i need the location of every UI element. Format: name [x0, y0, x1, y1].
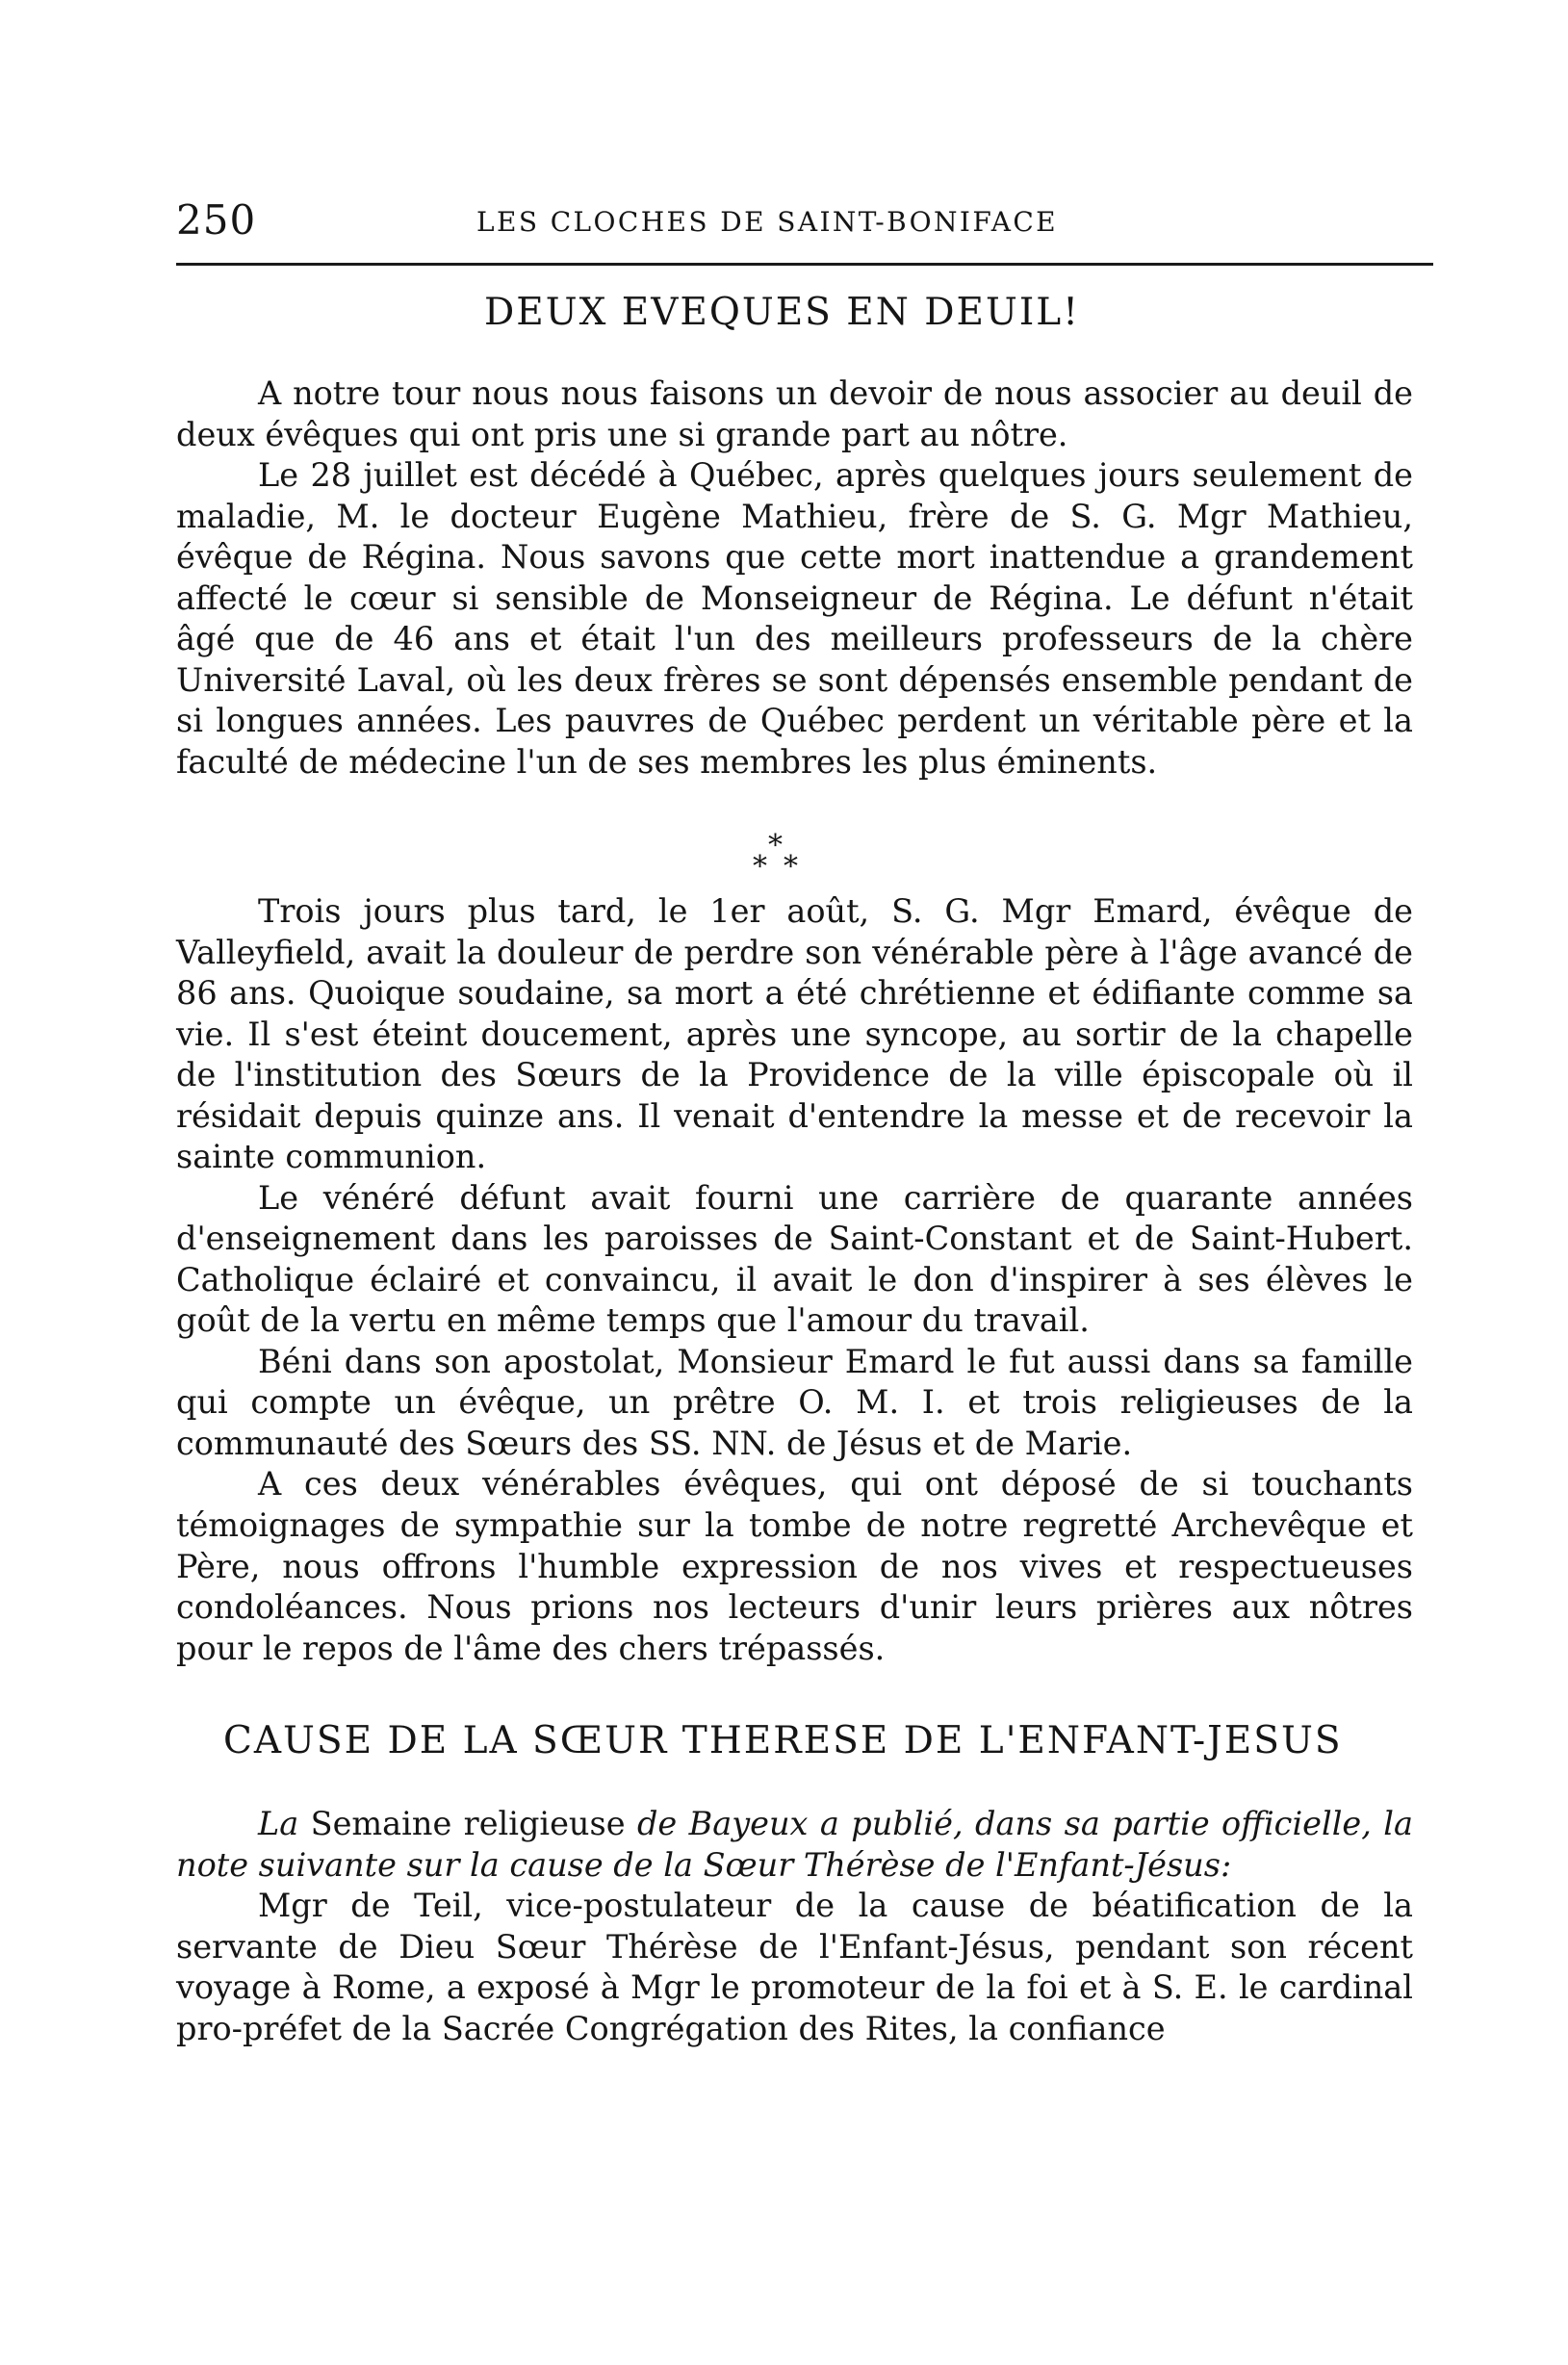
- paragraph: Le 28 juillet est décédé à Québec, après quelques jours seulement de maladie, M. le docteur Eugène Mathieu, frère de S. G. Mgr Mathieu, évêque de Régina. Nous savons que cette mort inattendue a grandement affecté le cœur si sensible de Monseigneur de Régina. Le défunt n'était âgé que de 46 ans et était l'un des meilleurs professeurs de la chère Université Laval, où les deux frères se sont dépensés ensemble pendant de si longues années. Les pauvres de Québec perdent un véritable père et la faculté de médecine l'un de ses membres les plus éminents.: [176, 456, 1413, 781]
- intro-italic: La: [258, 1805, 299, 1842]
- article-body-part2: [176, 891, 1413, 1669]
- paragraph: Trois jours plus tard, le 1er août, S. G. Mgr Emard, évêque de Valleyfield, avait la douleur de perdre son vénérable père à l'âge avancé de 86 ans. Quoique soudaine, sa mort a été chrétienne et édifiante comme sa vie. Il s'est éteint doucement, après une syncope, au sortir de la chapelle de l'institution des Sœurs de la Providence de la ville épiscopale où il résidait depuis quinze ans. Il venait d'entendre la messe et de recevoir la sainte communion.: [176, 892, 1413, 1176]
- asterism-star: *: [784, 850, 798, 884]
- header-rule: [176, 263, 1433, 266]
- article-title: DEUX EVEQUES EN DEUIL!: [484, 291, 1080, 334]
- publication-name: Semaine religieuse: [310, 1805, 626, 1842]
- paragraph: A notre tour nous nous faisons un devoir de nous associer au deuil de deux évêques qui ont pris une si grande part au nôtre.: [176, 374, 1413, 453]
- asterism-separator: [751, 829, 828, 884]
- page-number: 250: [176, 196, 257, 244]
- paragraph: Le vénéré défunt avait fourni une carrière de quarante années d'enseignement dans les paroisses de Saint-Constant et de Saint-Hubert. Catholique éclairé et convaincu, il avait le don d'inspirer à ses élèves le goût de la vertu en même temps que l'amour du travail.: [176, 1178, 1413, 1340]
- running-title: LES CLOCHES DE SAINT-BONIFACE: [476, 206, 1059, 238]
- asterism-star: *: [753, 850, 767, 884]
- intro-italic: de Bayeux a publié, dans sa partie officielle, la note suivante sur la cause de la Sœur Thérèse de l'Enfant-Jésus:: [176, 1805, 1413, 1884]
- intro-paragraph: [176, 1804, 1413, 1886]
- article-body-part1: [176, 373, 1413, 783]
- article-body: [176, 1804, 1413, 2049]
- article-title: CAUSE DE LA SŒUR THERESE DE L'ENFANT-JESUS: [223, 1719, 1343, 1762]
- paragraph: A ces deux vénérables évêques, qui ont déposé de si touchants témoignages de sympathie sur la tombe de notre regretté Archevêque et Père, nous offrons l'humble expression de nos vives et respectueuses condoléances. Nous prions nos lecteurs d'unir leurs prières aux nôtres pour le repos de l'âme des chers trépassés.: [176, 1465, 1413, 1667]
- asterism-star: *: [768, 829, 783, 862]
- paragraph: Béni dans son apostolat, Monsieur Emard le fut aussi dans sa famille qui compte un évêque, un prêtre O. M. I. et trois religieuses de la communauté des Sœurs des SS. NN. de Jésus et de Marie.: [176, 1342, 1413, 1462]
- page-header: [176, 191, 1433, 248]
- paragraph: Mgr de Teil, vice-postulateur de la cause de béatification de la servante de Dieu Sœur Thérèse de l'Enfant-Jésus, pendant son récent voyage à Rome, a exposé à Mgr le promoteur de la foi et à S. E. le cardinal pro-préfet de la Sacrée Congrégation des Rites, la confiance: [176, 1887, 1413, 2047]
